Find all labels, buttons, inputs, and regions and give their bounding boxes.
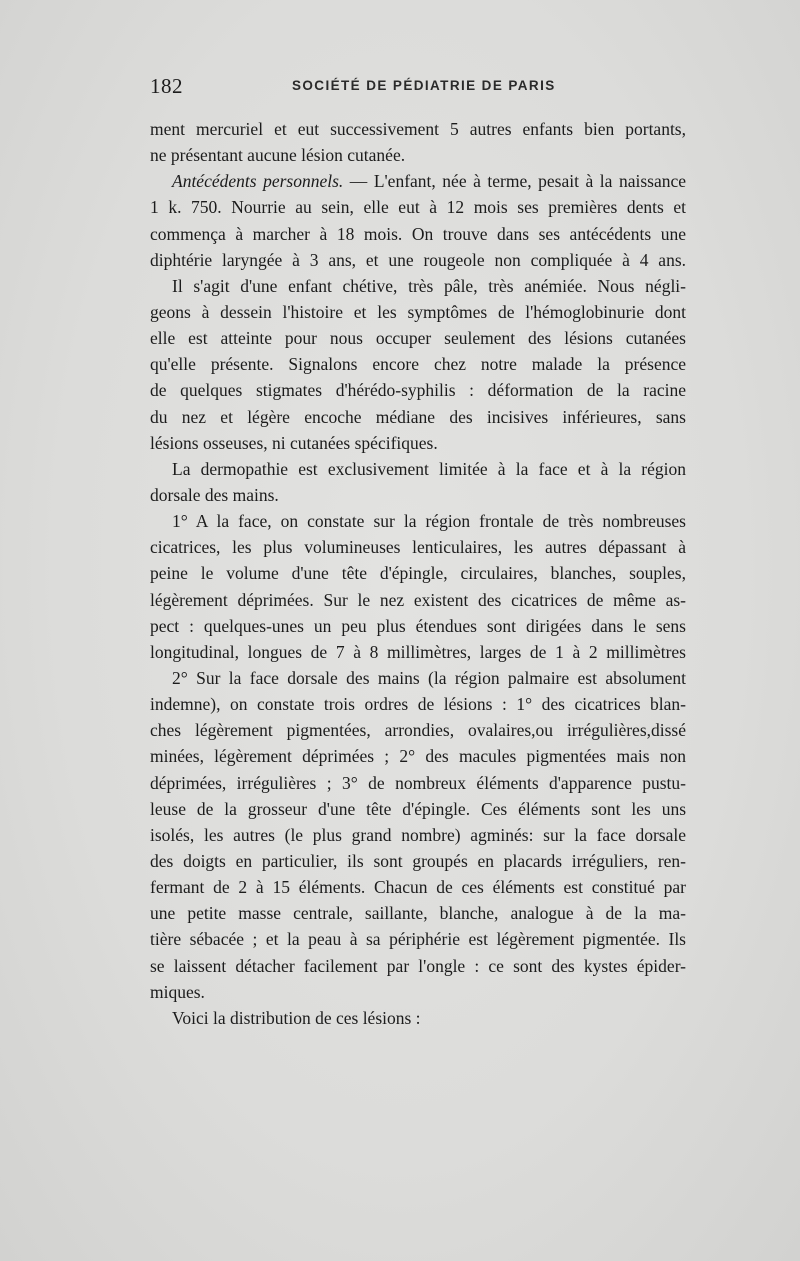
line-text: geons à dessein l'histoire et les symptômes de l'hémoglobinurie dont <box>150 301 686 322</box>
body-text <box>150 116 686 1031</box>
text-line <box>150 639 686 665</box>
page-number: 182 <box>150 74 183 98</box>
line-text: se laissent détacher facilement par l'ongle : ce sont des kystes épider- <box>150 955 686 976</box>
text-line <box>150 404 686 430</box>
line-text: fermant de 2 à 15 éléments. Chacun de ces éléments est constitué par <box>150 877 686 898</box>
line-text: longitudinal, longues de 7 à 8 millimètres, larges de 1 à 2 millimètres <box>150 641 686 662</box>
line-text: commença à marcher à 18 mois. On trouve dans ses antécédents une <box>150 223 686 244</box>
text-line <box>150 194 686 220</box>
text-line <box>150 665 686 691</box>
text-line <box>150 900 686 926</box>
line-text: cicatrices, les plus volumineuses lenticulaires, les autres dépassant à <box>150 537 686 558</box>
text-line <box>150 953 686 979</box>
line-text: 1 k. 750. Nourrie au sein, elle eut à 12 mois ses premières dents et <box>150 197 686 218</box>
line-text: — L'enfant, née à terme, pesait à la naissance <box>343 171 686 192</box>
line-text: pect : quelques-unes un peu plus étendues sont dirigées dans le sens <box>150 615 686 636</box>
text-line <box>150 926 686 952</box>
line-text: indemne), on constate trois ordres de lésions : 1° des cicatrices blan- <box>150 694 686 715</box>
line-text: une petite masse centrale, saillante, blanche, analogue à de la ma- <box>150 903 686 924</box>
line-text: lésions osseuses, ni cutanées spécifiques. <box>150 432 438 453</box>
line-text: peine le volume d'une tête d'épingle, circulaires, blanches, souples, <box>150 563 686 584</box>
text-line <box>150 351 686 377</box>
line-text: ne présentant aucune lésion cutanée. <box>150 145 406 166</box>
text-line <box>150 142 686 168</box>
page-header <box>150 74 690 102</box>
text-line <box>150 822 686 848</box>
line-text: légèrement déprimées. Sur le nez existent des cicatrices de même as- <box>150 589 686 610</box>
text-line <box>150 482 686 508</box>
text-line <box>150 848 686 874</box>
text-line <box>150 560 686 586</box>
line-text: elle est atteinte pour nous occuper seulement des lésions cutanées <box>150 328 686 349</box>
line-text: La dermopathie est exclusivement limitée à la face et à la région <box>172 458 686 479</box>
line-text: leuse de la grosseur d'une tête d'épingle. Ces éléments sont les uns <box>150 798 686 819</box>
text-line <box>150 874 686 900</box>
line-text: tière sébacée ; et la peau à sa périphérie est légèrement pigmentée. Ils <box>150 929 686 950</box>
line-text: des doigts en particulier, ils sont groupés en placards irréguliers, ren- <box>150 850 686 871</box>
line-text: isolés, les autres (le plus grand nombre) agminés: sur la face dorsale <box>150 824 686 845</box>
text-line <box>150 691 686 717</box>
text-line <box>150 770 686 796</box>
text-line <box>150 508 686 534</box>
text-line <box>150 221 686 247</box>
line-text: Il s'agit d'une enfant chétive, très pâle, très anémiée. Nous négli- <box>172 275 686 296</box>
line-text: miques. <box>150 981 205 1002</box>
text-line <box>150 377 686 403</box>
line-text: 1° A la face, on constate sur la région frontale de très nombreuses <box>172 511 686 532</box>
text-line <box>150 534 686 560</box>
line-text: ment mercuriel et eut successivement 5 autres enfants bien portants, <box>150 119 686 139</box>
text-line <box>150 325 686 351</box>
text-line <box>150 456 686 482</box>
line-text: minées, légèrement déprimées ; 2° des macules pigmentées mais non <box>150 746 686 767</box>
text-line <box>150 796 686 822</box>
text-line <box>150 587 686 613</box>
text-line <box>150 1005 686 1031</box>
line-text: déprimées, irrégulières ; 3° de nombreux éléments d'apparence pustu- <box>150 772 686 793</box>
text-line <box>150 116 686 142</box>
line-text: de quelques stigmates d'hérédo-syphilis : déformation de la racine <box>150 380 686 401</box>
text-line <box>150 299 686 325</box>
text-line <box>150 430 686 456</box>
running-title: SOCIÉTÉ DE PÉDIATRIE DE PARIS <box>292 78 556 93</box>
line-text: ches légèrement pigmentées, arrondies, ovalaires,ou irrégulières,dissé <box>150 720 686 741</box>
line-text: diphtérie laryngée à 3 ans, et une rougeole non compliquée à 4 ans. <box>150 249 686 270</box>
line-text: Voici la distribution de ces lésions : <box>172 1007 421 1028</box>
text-line <box>150 717 686 743</box>
text-line <box>150 247 686 273</box>
text-line <box>150 168 686 194</box>
line-text: qu'elle présente. Signalons encore chez notre malade la présence <box>150 354 686 375</box>
italic-heading: Antécédents personnels. <box>172 171 344 192</box>
text-line <box>150 979 686 1005</box>
line-text: du nez et légère encoche médiane des incisives inférieures, sans <box>150 406 686 427</box>
text-line <box>150 613 686 639</box>
line-text: dorsale des mains. <box>150 484 279 505</box>
text-line <box>150 273 686 299</box>
text-line <box>150 743 686 769</box>
line-text: 2° Sur la face dorsale des mains (la région palmaire est absolument <box>172 667 686 688</box>
